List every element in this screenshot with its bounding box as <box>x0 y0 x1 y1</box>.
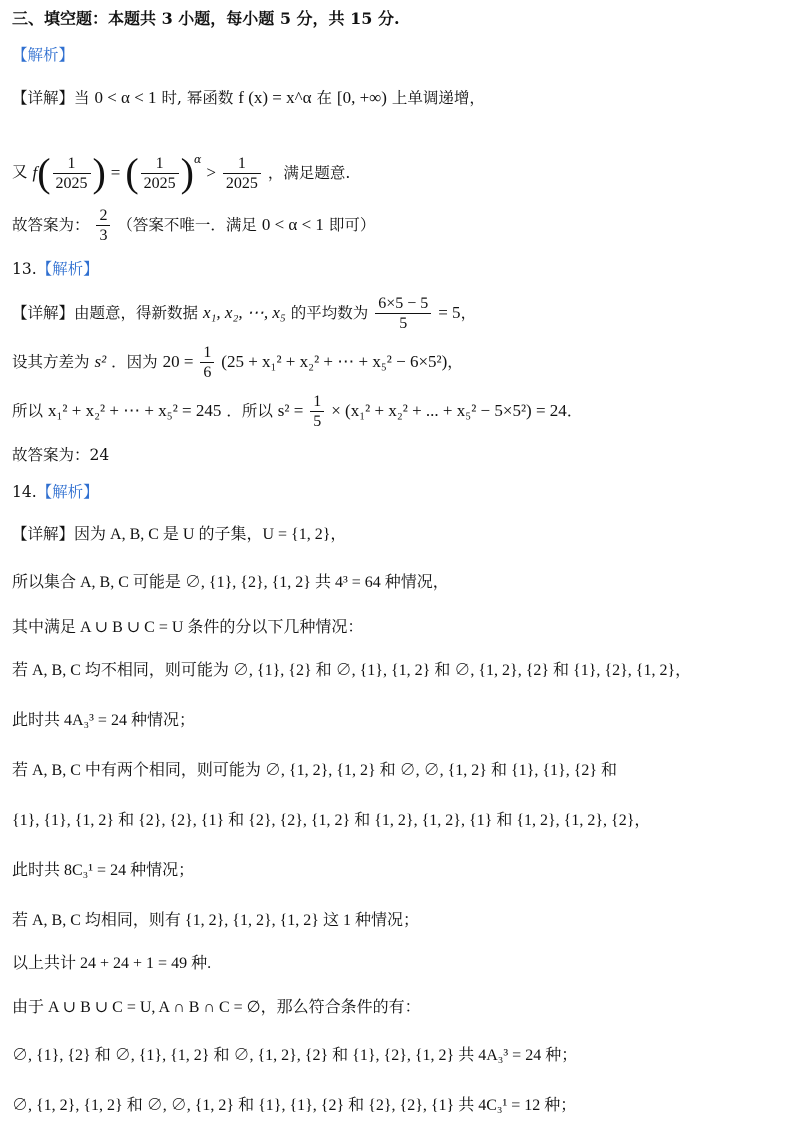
detail-tag: 【详解】 <box>12 525 75 543</box>
fraction: $\frac{1}{2025}$ <box>53 154 91 193</box>
math-expr: 0 < α < 1 <box>94 88 157 107</box>
fraction: $\frac{1}{2025}$ <box>223 154 261 193</box>
q14-line: 所以集合 A, B, C 可能是 ∅, {1}, {2}, {1, 2} 共 4³ = 64 种情况， <box>12 574 449 591</box>
fraction: $\frac{1}{2025}$ <box>141 154 179 193</box>
q12-detail-line2: 又 f( $\frac{1}{2025}$ ) = ( $\frac{1}{2025}$ )$^\alpha$ > $\frac{1}{2025}$ ，满足题意. <box>12 150 351 195</box>
fraction: $\frac{2}{3}$ <box>96 206 110 245</box>
q14-line: 由于 A ∪ B ∪ C = U, A ∩ B ∩ C = ∅，那么符合条件的有： <box>12 999 421 1016</box>
q12-detail-line1: 【详解】当 0 < α < 1 时, 幂函数 f (x) = x^α 在 [0, +∞) 上单调递增， <box>12 88 485 107</box>
q14-line: ∅, {1, 2}, {1, 2} 和 ∅, ∅, {1, 2} 和 {1}, {1}, {2} 和 {2}, {2}, {1} 共 4C₃¹ = 12 种； <box>12 1097 577 1114</box>
q13-detail-line1: 【详解】由题意，得新数据 x₁, x₂, ⋯, x₅ 的平均数为 $\frac{6\times 5 - 5}{5}$ = 5， <box>12 294 477 332</box>
math-expr: [0, +∞) <box>336 88 387 107</box>
q14-line: 若 A, B, C 均相同，则有 {1, 2}, {1, 2}, {1, 2} 这 1 种情况； <box>12 912 419 929</box>
section-title: 三、填空题：本题共 3 小题，每小题 5 分，共 15 分. <box>12 9 400 28</box>
analysis-tag-q12: 【解析】 <box>12 46 75 64</box>
q14-line: 此时共 8C₃¹ = 24 种情况； <box>12 862 195 879</box>
q13-detail-line3: 所以 x₁² + x₂² + ⋯ + x₅² = 245 ．所以 s² = $\frac{1}{5}$ × (x₁² + x₂² + ... + x₅² − 5×5²) = 24． <box>12 392 583 430</box>
q14-line: ∅, {1}, {2} 和 ∅, {1}, {1, 2} 和 ∅, {1, 2}, {2} 和 {1}, {2}, {1, 2} 共 4A₃³ = 24 种； <box>12 1047 578 1064</box>
math-expr: f (x) = x^α <box>238 88 312 107</box>
q12-answer: 故答案为： $\frac{2}{3}$ （答案不唯一．满足 0 < α < 1 即可） <box>12 206 376 244</box>
q14-line: 若 A, B, C 中有两个相同，则可能为 ∅, {1, 2}, {1, 2} 和 ∅, ∅, {1, 2} 和 {1}, {1}, {2} 和 <box>12 762 618 779</box>
q14-line: 【详解】因为 A, B, C 是 U 的子集，U = {1, 2}， <box>12 525 347 543</box>
fraction: $\frac{1}{6}$ <box>200 343 214 382</box>
detail-tag: 【详解】 <box>12 304 75 322</box>
fraction: $\frac{1}{5}$ <box>310 392 324 431</box>
q14-line: 以上共计 24 + 24 + 1 = 49 种. <box>12 955 212 972</box>
q14-line: 若 A, B, C 均不相同，则可能为 ∅, {1}, {2} 和 ∅, {1}, {1, 2} 和 ∅, {1, 2}, {2} 和 {1}, {2}, {1, 2}， <box>12 662 692 679</box>
q14-line: {1}, {1}, {1, 2} 和 {2}, {2}, {1} 和 {2}, {2}, {1, 2} 和 {1, 2}, {1, 2}, {1} 和 {1, 2}, {1, 2}, {2}， <box>12 812 651 829</box>
q14-header: 14.【解析】 <box>12 483 99 501</box>
q13-detail-line2: 设其方差为 s² ．因为 20 = $\frac{1}{6}$ (25 + x₁² + x₂² + ⋯ + x₅² − 6×5²)， <box>12 343 463 381</box>
detail-tag: 【详解】 <box>12 89 75 107</box>
q13-answer: 故答案为：24 <box>12 446 110 464</box>
q14-line: 此时共 4A₃³ = 24 种情况； <box>12 712 195 729</box>
fraction: $\frac{6\times 5 - 5}{5}$ <box>375 294 431 333</box>
q13-header: 13.【解析】 <box>12 260 99 278</box>
q14-line: 其中满足 A ∪ B ∪ C = U 条件的分以下几种情况： <box>12 619 364 636</box>
